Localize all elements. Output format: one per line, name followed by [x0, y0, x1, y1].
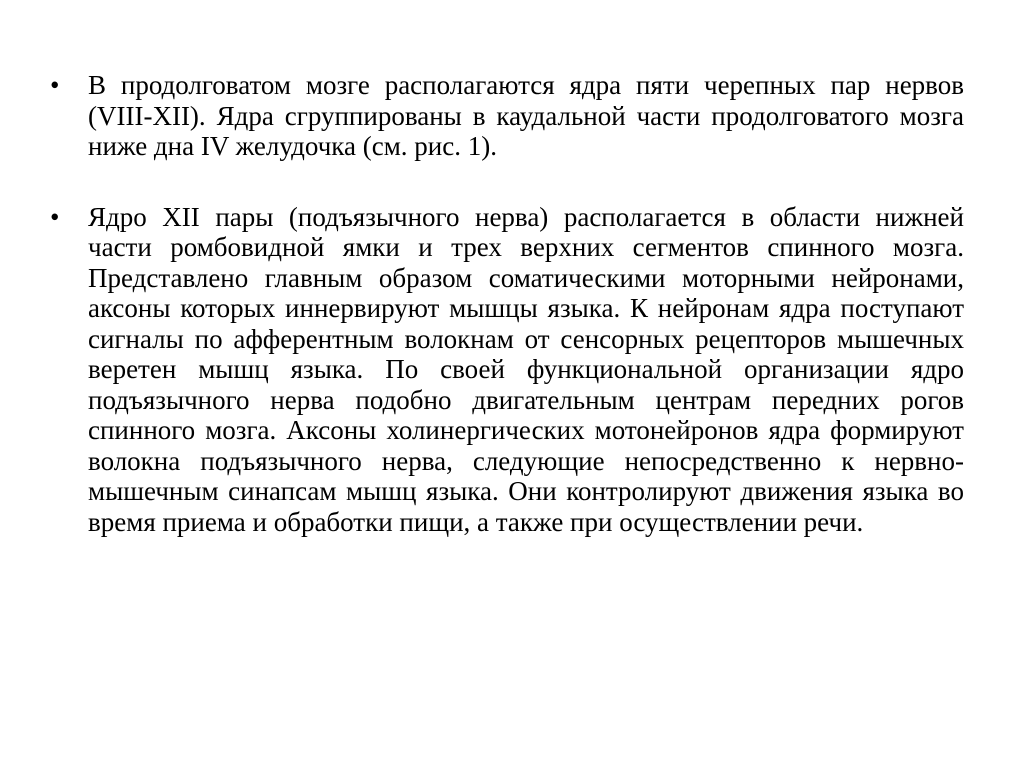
bullet-icon: •: [50, 201, 60, 232]
bullet-list: [50, 70, 966, 577]
bullet-item-hypoglossal-nucleus: [50, 202, 966, 538]
bullet-icon: •: [50, 70, 60, 100]
bullet-text-medulla-nuclei: В продолговатом мозге располагаются ядра пяти черепных пар нервов (VIII-XII). Ядра сгруппированы в каудальной части продолговатого мозга ниже дна IV желудочка (см. рис. 1).: [88, 70, 964, 161]
bullet-text-hypoglossal-nucleus: Ядро XII пары (подъязычного нерва) располагается в области нижней части ромбовидной ямки и трех верхних сегментов спинного мозга. Представлено главным образом соматическими моторными нейронами, аксоны которых иннервируют мышцы языка. К нейронам ядра поступают сигналы по афферентным волокнам от сенсорных рецепторов мышечных веретен мышц языка. По своей функциональной организации ядро подъязычного нерва подобно двигательным центрам передних рогов спинного мозга. Аксоны холинергических мотонейронов ядра формируют волокна подъязычного нерва, следующие непосредственно к нервно-мышечным синапсам мышц языка. Они контролируют движения языка во время приема и обработки пищи, а также при осуществлении речи.: [88, 201, 964, 537]
bullet-item-medulla-nuclei: [50, 70, 966, 162]
